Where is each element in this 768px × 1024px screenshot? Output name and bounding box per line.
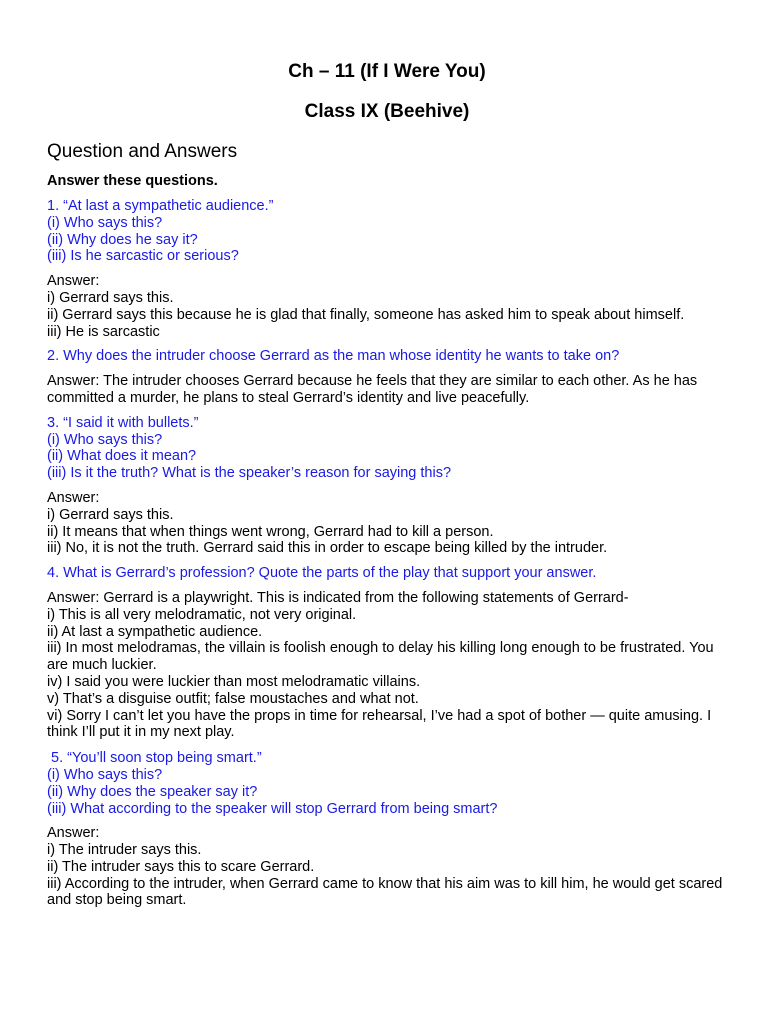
question-line: 3. “I said it with bullets.”: [47, 414, 199, 431]
question-3: [47, 415, 727, 482]
answer-line: ii) It means that when things went wrong, Gerrard had to kill a person.: [47, 523, 494, 540]
answer-line: iv) I said you were luckier than most melodramatic villains.: [47, 673, 421, 690]
question-line: (ii) Why does the speaker say it?: [47, 783, 258, 800]
answer-line: i) This is all very melodramatic, not very original.: [47, 606, 357, 623]
answer-line: Answer:: [47, 489, 100, 506]
question-line: 1. “At last a sympathetic audience.”: [47, 198, 274, 214]
question-line: (i) Who says this?: [47, 766, 163, 783]
question-line: (iii) Is he sarcastic or serious?: [47, 248, 239, 265]
question-2: [47, 348, 727, 365]
answer-line: ii) At last a sympathetic audience.: [47, 623, 263, 640]
document-page: [47, 60, 727, 909]
answer-line: ii) Gerrard says this because he is glad that finally, someone has asked him to speak about himself.: [47, 306, 685, 323]
answer-line: Answer:: [47, 825, 100, 842]
answer-line: i) Gerrard says this.: [47, 506, 174, 523]
question-line: (i) Who says this?: [47, 431, 163, 448]
question-line: 2. Why does the intruder choose Gerrard as the man whose identity he wants to take on?: [47, 348, 620, 365]
answer-line: Answer: The intruder chooses Gerrard because he feels that they are similar to each other. As he has committed a murder, he plans to steal Gerrard’s identity and live peacefully.: [47, 373, 698, 406]
question-1: [47, 198, 727, 265]
answer-line: vi) Sorry I can’t let you have the props in time for rehearsal, I’ve had a spot of bother — quite amusing. I think I’ll put it in my next play.: [47, 707, 712, 741]
answer-line: iii) According to the intruder, when Gerrard came to know that his aim was to kill him, he would get scared and stop being smart.: [47, 875, 723, 909]
question-line: 4. What is Gerrard’s profession? Quote the parts of the play that support your answer.: [47, 565, 597, 582]
answer-3: [47, 490, 727, 557]
question-line: (iii) What according to the speaker will stop Gerrard from being smart?: [47, 800, 498, 817]
answer-2: [47, 373, 727, 407]
question-line: (ii) What does it mean?: [47, 448, 197, 465]
document-title: Ch – 11 (If I Were You): [288, 61, 486, 82]
answer-line: ii) The intruder says this to scare Gerrard.: [47, 858, 315, 875]
question-line: (iii) Is it the truth? What is the speaker’s reason for saying this?: [47, 465, 452, 482]
answer-line: iii) In most melodramas, the villain is foolish enough to delay his killing long enough to be frustrated. You are much luckier.: [47, 640, 714, 674]
section-heading: Question and Answers: [47, 141, 238, 162]
answer-5: [47, 825, 727, 909]
answer-line: iii) No, it is not the truth. Gerrard said this in order to escape being killed by the intruder.: [47, 540, 608, 557]
instruction-text: Answer these questions.: [47, 173, 218, 189]
question-line: (i) Who says this?: [47, 214, 163, 231]
question-4: [47, 565, 727, 582]
document-subtitle: Class IX (Beehive): [304, 101, 470, 122]
answer-4: [47, 590, 727, 741]
answer-line: i) The intruder says this.: [47, 842, 202, 859]
answer-line: i) Gerrard says this.: [47, 289, 174, 306]
answer-line: Answer:: [47, 273, 100, 290]
question-5: [47, 750, 727, 817]
question-line: 5. “You’ll soon stop being smart.”: [47, 750, 262, 767]
answer-line: Answer: Gerrard is a playwright. This is indicated from the following statements of Gerrard-: [47, 589, 629, 606]
question-line: (ii) Why does he say it?: [47, 231, 198, 248]
answer-line: iii) He is sarcastic: [47, 323, 160, 340]
answer-line: v) That’s a disguise outfit; false moustaches and what not.: [47, 690, 419, 707]
answer-1: [47, 273, 727, 340]
